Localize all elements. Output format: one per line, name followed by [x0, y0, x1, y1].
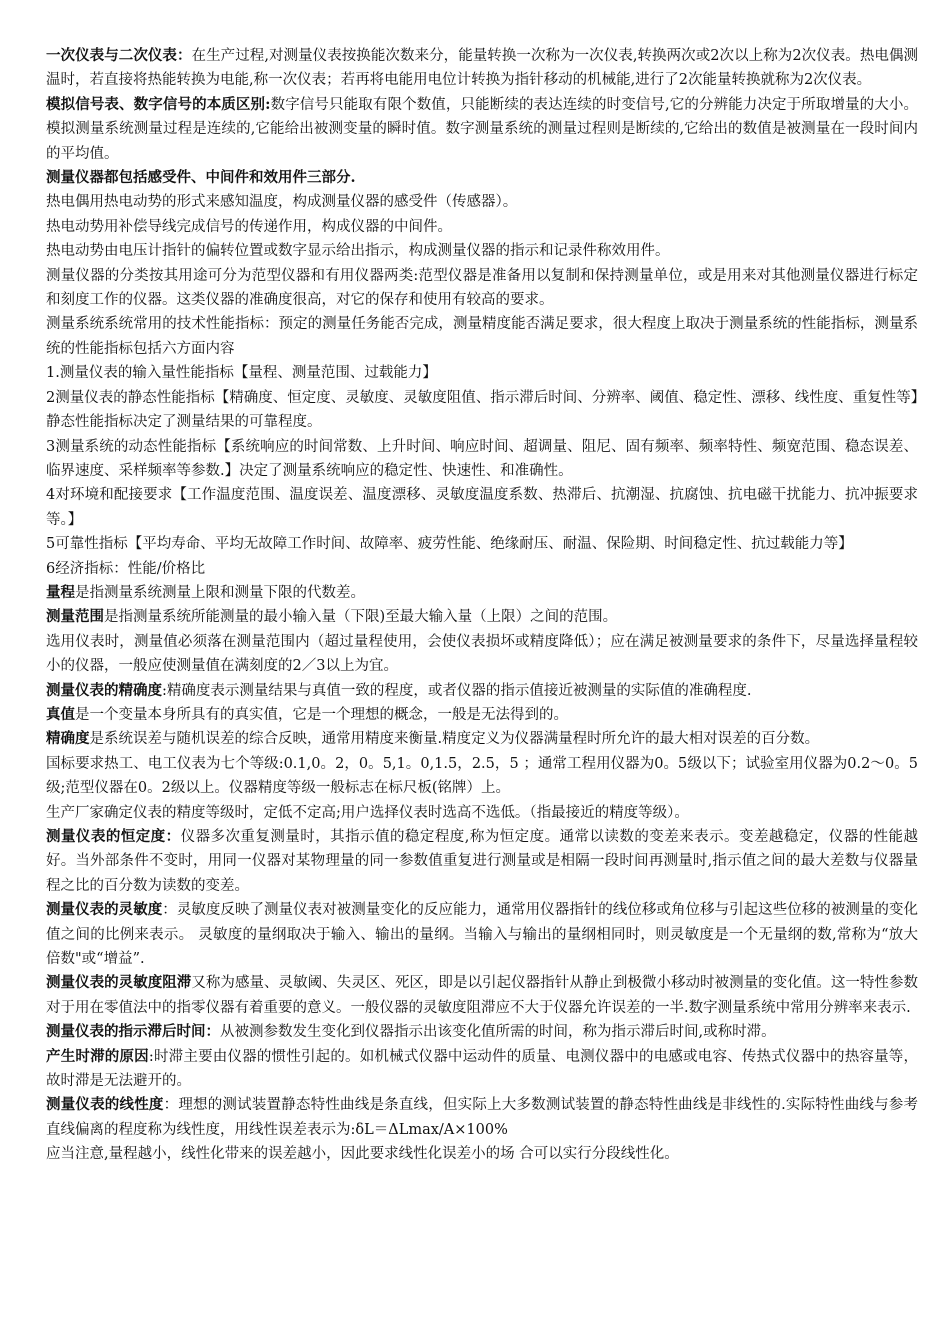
paragraph-text: 热电偶用热电动势的形式来感知温度，构成测量仪器的感受件（传感器）。 [46, 194, 518, 211]
paragraph [46, 1093, 918, 1142]
paragraph-text: 是系统误差与随机误差的综合反映，通常用精度来衡量.精度定义为仪器满量程时所允许的最大相对误差的百分数。 [89, 731, 820, 748]
term: 一次仪表与二次仪表： [46, 47, 192, 64]
paragraph [46, 93, 918, 166]
paragraph [46, 44, 918, 93]
paragraph-text: 数字信号只能取有限个数值，只能断续的表达连续的时变信号,它的分辨能力决定于所取增量的大小。模拟测量系统测量过程是连续的,它能给出被测变量的瞬时值。数字测量系统的测量过程则是断续的,它给出的数值是被测量在一段时间内的平均值。 [46, 96, 918, 162]
paragraph-text: 热电动势由电压计指针的偏转位置或数字显示给出指示，构成测量仪器的指示和记录件称效用件。 [46, 243, 670, 260]
term: 量程 [46, 583, 75, 601]
term: 模拟信号表、数字信号的本质区别: [46, 95, 271, 113]
paragraph-text: 从被测参数发生变化到仪器指示出该变化值所需的时间，称为指示滞后时间,或称时滞。 [220, 1024, 776, 1041]
term: 测量仪表的恒定度： [46, 828, 181, 845]
paragraph-text: 生产厂家确定仪表的精度等级时，定低不定高;用户选择仪表时选高不选低。（指最接近的精度等级）。 [46, 804, 689, 821]
paragraph [46, 898, 918, 971]
paragraph [46, 581, 918, 605]
term: 精确度 [46, 730, 90, 748]
paragraph-text: 应当注意,量程越小，线性化带来的误差越小，因此要求线性化误差小的场 合可以实行分段线性化。 [46, 1146, 679, 1163]
paragraph-text: 6经济指标：性能/价格比 [46, 560, 206, 577]
paragraph [46, 825, 918, 898]
paragraph-text: 在生产过程,对测量仪表按换能次数来分，能量转换一次称为一次仪表,转换两次或2次以上称为2次仪表。热电偶测温时，若直接将热能转换为电能,称一次仪表；若再将电能用电位计转换为指针移动的机械能,进行了2次能量转换就称为2次仪表。 [46, 48, 918, 89]
paragraph-text: 3测量系统的动态性能指标【系统响应的时间常数、上升时间、响应时间、超调量、阻尼、固有频率、频率特性、频宽范围、稳态误差、临界速度、采样频率等参数.】决定了测量系统响应的稳定性、快速性、和准确性。 [46, 438, 918, 479]
paragraph [46, 532, 918, 556]
paragraph [46, 557, 918, 581]
paragraph [46, 435, 918, 484]
term: 测量仪表的精确度 [46, 681, 162, 699]
paragraph-text: 2测量仪表的静态性能指标【精确度、恒定度、灵敏度、灵敏度阻值、指示滞后时间、分辨率、阈值、稳定性、漂移、线性度、重复性等】静态性能指标决定了测量结果的可靠程度。 [46, 389, 918, 431]
paragraph [46, 215, 918, 239]
paragraph [46, 801, 918, 825]
paragraph [46, 239, 918, 263]
paragraph-text: 选用仪表时，测量值必须落在测量范围内（超过量程使用，会使仪表损坏或精度降低）；应在满足被测量要求的条件下，尽量选择量程较小的仪器，一般应使测量值在满刻度的2／3以上为宜。 [46, 633, 918, 675]
paragraph-text: 是指测量系统测量上限和测量下限的代数差。 [75, 584, 365, 601]
term: 测量仪表的线性度 [46, 1096, 164, 1114]
paragraph-text: 国标要求热工、电工仪表为七个等级:0.1,0。2，0。5,1。0,1.5，2.5，5 ；通常工程用仪器为0。5级以下；试验室用仪器为0.2～0。5级;范型仪器在0。2级以上。仪器精度等级一般标志在标尺板(铭牌）上。 [46, 755, 918, 797]
paragraph-text: 又称为感量、灵敏阈、失灵区、死区，即是以引起仪器指针从静止到极微小移动时被测量的变化值。这一特性参数对于用在零值法中的指零仪器有着重要的意义。一般仪器的灵敏度阻滞应不大于仪器允许误差的一半.数字测量系统中常用分辨率来表示. [46, 975, 919, 1016]
term: 产生时滞的原因 [46, 1047, 149, 1065]
paragraph-text: 测量系统系统常用的技术性能指标：预定的测量任务能否完成，测量精度能否满足要求，很大程度上取决于测量系统的性能指标，测量系统的性能指标包括六方面内容 [46, 316, 918, 357]
paragraph-text: 热电动势用补偿导线完成信号的传递作用，构成仪器的中间件。 [46, 218, 452, 235]
paragraph [46, 630, 918, 679]
paragraph [46, 264, 918, 313]
term: 真值 [46, 705, 75, 723]
paragraph-text: 5可靠性指标【平均寿命、平均无故障工作时间、故障率、疲劳性能、绝缘耐压、耐温、保险期、时间稳定性、抗过载能力等】 [46, 536, 853, 553]
paragraph-text: 是一个变量本身所具有的真实值，它是一个理想的概念，一般是无法得到的。 [75, 706, 568, 723]
paragraph [46, 361, 918, 385]
paragraph [46, 386, 918, 435]
paragraph [46, 752, 918, 801]
paragraph [46, 483, 918, 532]
paragraph-text: 是指测量系统所能测量的最小输入量（下限)至最大输入量（上限）之间的范围。 [104, 609, 618, 626]
paragraph-text: :时滞主要由仪器的惯性引起的。如机械式仪器中运动件的质量、电测仪器中的电感或电容、传热式仪器中的热容量等，故时滞是无法避开的。 [46, 1048, 919, 1090]
term: 测量仪表的指示滞后时间： [46, 1023, 220, 1041]
term: 测量仪表的灵敏度 [46, 901, 163, 919]
paragraph [46, 727, 918, 751]
paragraph [46, 1020, 918, 1044]
paragraph [46, 703, 918, 727]
term: 测量仪器都包括感受件、中间件和效用件三部分. [46, 169, 356, 187]
paragraph [46, 190, 918, 214]
paragraph-text: ：灵敏度反映了测量仪表对被测量变化的反应能力，通常用仪器指针的线位移或角位移与引起这些位移的被测量的变化值之间的比例来表示。 灵敏度的量纲取决于输入、输出的量纲。当输入与输出的量纲相同时，则灵敏度是一个无量纲的数,常称为“放大倍数"或“增益”. [46, 902, 919, 968]
paragraph-text: 4对环境和配接要求【工作温度范围、温度误差、温度漂移、灵敏度温度系数、热滞后、抗潮湿、抗腐蚀、抗电磁干扰能力、抗冲振要求等。】 [46, 487, 918, 528]
paragraph [46, 312, 918, 361]
term: 测量范围 [46, 608, 104, 626]
paragraph [46, 605, 918, 629]
paragraph [46, 1045, 918, 1094]
paragraph [46, 971, 918, 1020]
paragraph-text: :精确度表示测量结果与真值一致的程度，或者仪器的指示值接近被测量的实际值的准确程度. [162, 682, 752, 699]
term: 测量仪表的灵敏度阻滞 [46, 974, 192, 992]
paragraph [46, 166, 918, 190]
paragraph-text: ：理想的测试装置静态特性曲线是条直线，但实际上大多数测试装置的静态特性曲线是非线性的.实际特性曲线与参考直线偏离的程度称为线性度，用线性误差表示为:δL＝ΔLmax/A×100% [46, 1097, 919, 1138]
document-page [46, 44, 918, 1167]
paragraph [46, 679, 918, 703]
paragraph [46, 1142, 918, 1166]
paragraph-text: 测量仪器的分类按其用途可分为范型仪器和有用仪器两类:范型仪器是准备用以复制和保持测量单位，或是用来对其他测量仪器进行标定和刻度工作的仪器。这类仪器的准确度很高，对它的保存和使用有较高的要求。 [46, 267, 918, 309]
paragraph-text: 仪器多次重复测量时，其指示值的稳定程度,称为恒定度。通常以读数的变差来表示。变差越稳定，仪器的性能越好。当外部条件不变时，用同一仪器对某物理量的同一参数值重复进行测量或是相隔一段时间再测量时,指示值之间的最大差数与仪器量程之比的百分数为读数的变差。 [46, 829, 919, 894]
paragraph-text: 1.测量仪表的输入量性能指标【量程、测量范围、过载能力】 [46, 365, 437, 382]
